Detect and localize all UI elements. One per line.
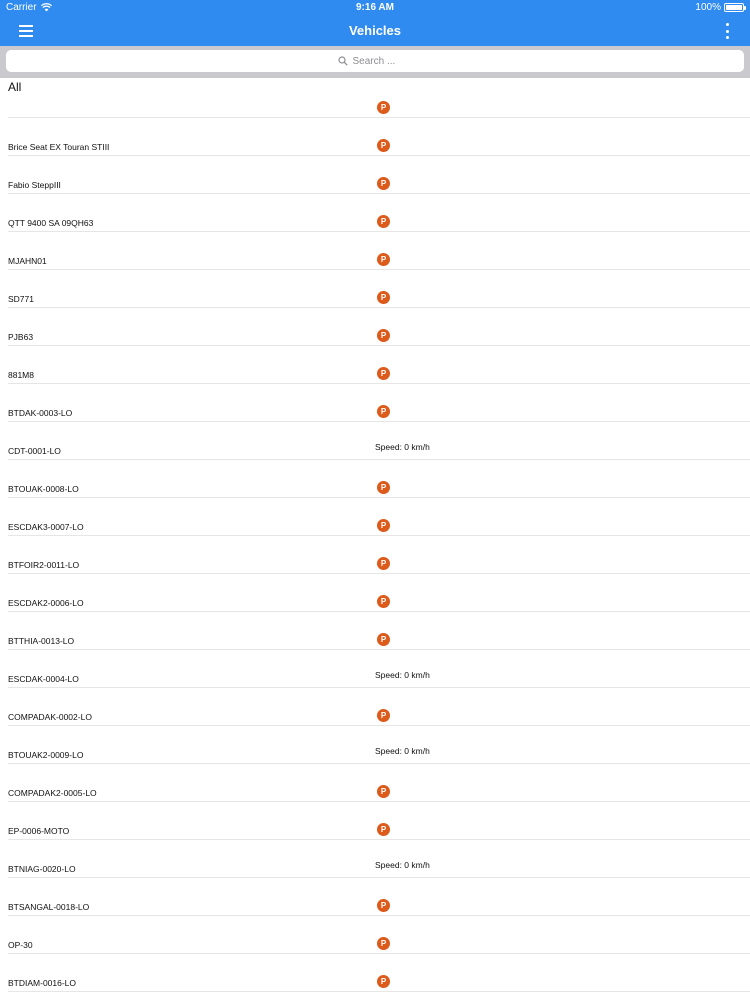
vehicle-row[interactable] [0, 878, 750, 916]
vehicle-name: BTOUAK-0008-LO [8, 484, 79, 494]
vehicle-name: BTDAK-0003-LO [8, 408, 73, 418]
vehicle-row[interactable] [0, 612, 750, 650]
battery-indicator [695, 2, 744, 13]
vehicle-row[interactable] [0, 80, 750, 118]
vehicle-name: BTOUAK2-0009-LO [8, 750, 84, 760]
vehicle-row[interactable] [0, 764, 750, 802]
vehicle-row[interactable] [0, 384, 750, 422]
vehicle-speed: Speed: 0 km/h [375, 860, 430, 870]
navigation-bar [0, 16, 750, 46]
vehicle-name: OP-30 [8, 940, 33, 950]
parked-icon: P [377, 405, 390, 418]
vehicle-row[interactable] [0, 954, 750, 992]
vehicle-row[interactable] [0, 536, 750, 574]
parked-icon: P [377, 595, 390, 608]
battery-icon [724, 3, 744, 12]
parked-icon: P [377, 329, 390, 342]
parked-icon: P [377, 253, 390, 266]
more-vertical-icon[interactable] [722, 23, 732, 39]
vehicle-name: BTDIAM-0016-LO [8, 978, 77, 988]
vehicle-speed: Speed: 0 km/h [375, 670, 430, 680]
parked-icon: P [377, 785, 390, 798]
vehicle-name: Brice Seat EX Touran STIII [8, 142, 110, 152]
vehicle-row[interactable] [0, 270, 750, 308]
vehicle-row[interactable] [0, 650, 750, 688]
vehicle-row[interactable] [0, 194, 750, 232]
vehicle-name: BTTHIA-0013-LO [8, 636, 75, 646]
clock: 9:16 AM [356, 2, 394, 13]
parked-icon: P [377, 101, 390, 114]
vehicle-name: SD771 [8, 294, 34, 304]
vehicle-speed: Speed: 0 km/h [375, 746, 430, 756]
section-header-all: All [8, 80, 22, 94]
parked-icon: P [377, 557, 390, 570]
vehicle-row[interactable] [0, 574, 750, 612]
carrier-label: Carrier [6, 2, 37, 13]
parked-icon: P [377, 291, 390, 304]
vehicle-name: 881M8 [8, 370, 34, 380]
vehicle-name: ESCDAK-0004-LO [8, 674, 79, 684]
vehicle-name: QTT 9400 SA 09QH63 [8, 218, 94, 228]
vehicle-row[interactable] [0, 460, 750, 498]
vehicle-row[interactable] [0, 156, 750, 194]
vehicle-speed: Speed: 0 km/h [375, 442, 430, 452]
vehicle-row[interactable] [0, 308, 750, 346]
parked-icon: P [377, 139, 390, 152]
vehicle-row[interactable] [0, 498, 750, 536]
page-title: Vehicles [348, 23, 402, 38]
status-bar [0, 0, 750, 16]
vehicle-name: ESCDAK3-0007-LO [8, 522, 84, 532]
parked-icon: P [377, 975, 390, 988]
vehicle-name: ESCDAK2-0006-LO [8, 598, 84, 608]
parked-icon: P [377, 937, 390, 950]
parked-icon: P [377, 481, 390, 494]
parked-icon: P [377, 367, 390, 380]
vehicle-name: MJAHN01 [8, 256, 47, 266]
vehicle-row[interactable] [0, 802, 750, 840]
parked-icon: P [377, 215, 390, 228]
search-icon [338, 56, 348, 66]
parked-icon: P [377, 823, 390, 836]
vehicle-name: Fabio SteppIII [8, 180, 61, 190]
vehicle-name: BTFOIR2-0011-LO [8, 560, 80, 570]
vehicle-row[interactable] [0, 840, 750, 878]
search-field[interactable] [6, 50, 744, 72]
search-bar [0, 46, 750, 78]
vehicle-name: BTSANGAL-0018-LO [8, 902, 90, 912]
parked-icon: P [377, 177, 390, 190]
vehicle-row[interactable] [0, 916, 750, 954]
vehicle-row[interactable] [0, 688, 750, 726]
parked-icon: P [377, 519, 390, 532]
row-divider [8, 991, 750, 992]
vehicle-list [0, 80, 750, 992]
parked-icon: P [377, 709, 390, 722]
vehicle-name: CDT-0001-LO [8, 446, 61, 456]
vehicle-row[interactable] [0, 346, 750, 384]
vehicle-row[interactable] [0, 232, 750, 270]
vehicle-name: BTNIAG-0020-LO [8, 864, 76, 874]
parked-icon: P [377, 899, 390, 912]
vehicle-row[interactable] [0, 726, 750, 764]
vehicle-name: COMPADAK2-0005-LO [8, 788, 97, 798]
vehicle-row[interactable] [0, 422, 750, 460]
vehicle-row[interactable] [0, 118, 750, 156]
battery-percent: 100% [695, 2, 721, 13]
vehicle-name: COMPADAK-0002-LO [8, 712, 92, 722]
vehicle-name: EP-0006-MOTO [8, 826, 70, 836]
search-input[interactable] [353, 56, 413, 67]
parked-icon: P [377, 633, 390, 646]
vehicle-name: PJB63 [8, 332, 34, 342]
